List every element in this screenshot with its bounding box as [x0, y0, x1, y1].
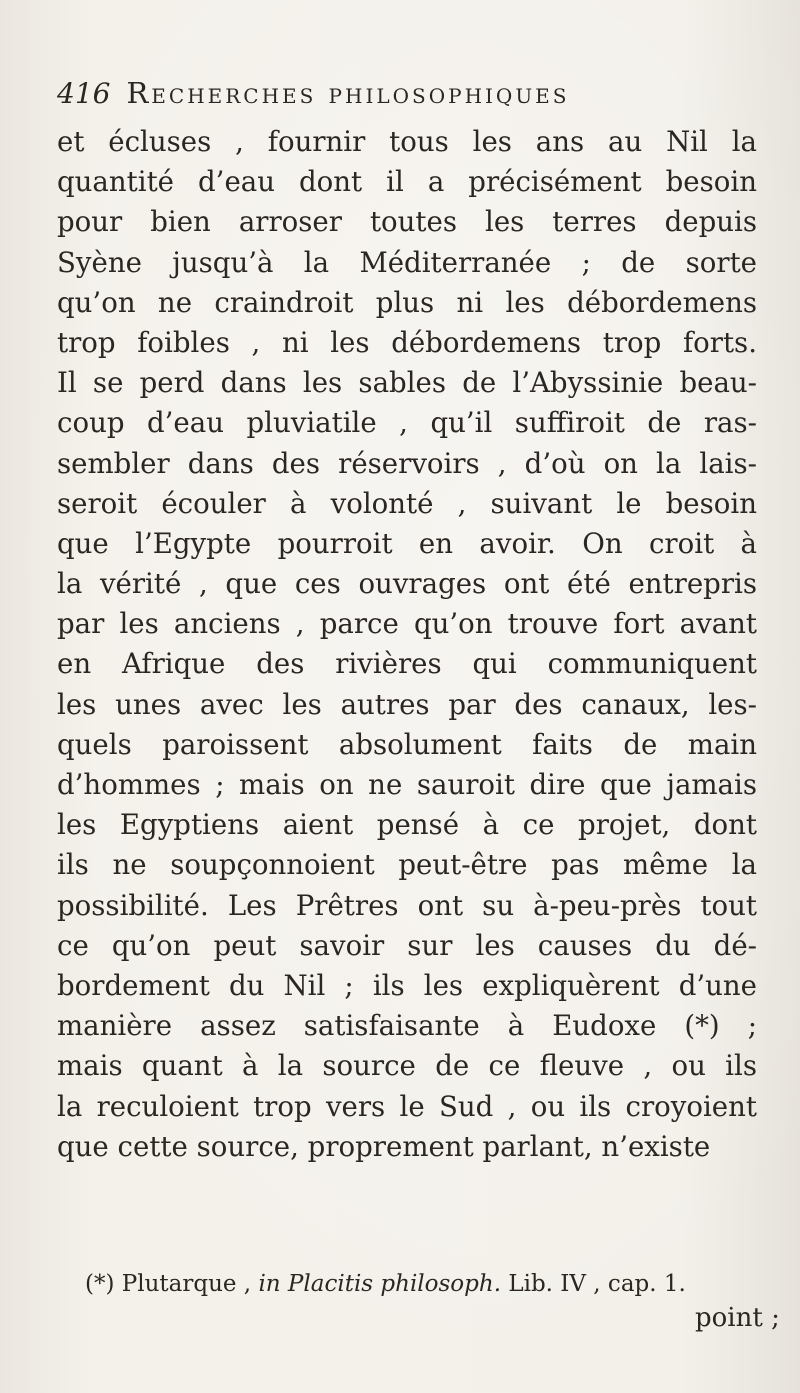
text-line: que cette source, proprement parlant, n’existe: [57, 1129, 711, 1163]
text-line: ils ne soupçonnoient peut-être pas même la: [57, 848, 757, 882]
text-line: manière assez satisfaisante à Eudoxe (*) ;: [57, 1009, 757, 1043]
footnote-reference: Lib. IV , cap. 1.: [508, 1271, 686, 1297]
text-line: bordement du Nil ; ils les expliquèrent d’une: [57, 968, 757, 1002]
text-line: Il se perd dans les sables de l’Abyssinie beau-: [57, 366, 757, 400]
footnote-marker: (*) Plutarque ,: [85, 1271, 252, 1297]
text-line: Syène jusqu’à la Méditerranée ; de sorte: [57, 245, 757, 279]
footnote: [85, 1268, 765, 1300]
text-line: d’hommes ; mais on ne sauroit dire que jamais: [57, 768, 757, 801]
text-line: les unes avec les autres par des canaux, les-: [57, 687, 757, 721]
text-line: coup d’eau pluviatile , qu’il suffiroit de ras-: [57, 406, 757, 440]
footnote-title: in Placitis philosoph.: [258, 1271, 502, 1297]
text-line: la vérité , que ces ouvrages ont été entrepris: [57, 567, 757, 601]
text-line: la reculoient trop vers le Sud , ou ils croyoient: [57, 1089, 757, 1123]
text-line: ce qu’on peut savoir sur les causes du dé-: [57, 928, 757, 962]
body-text: [57, 122, 757, 1167]
text-line: mais quant à la source de ce fleuve , ou ils: [57, 1049, 757, 1083]
text-line: les Egyptiens aient pensé à ce projet, dont: [57, 808, 757, 842]
text-line: quantité d’eau dont il a précisément besoin: [57, 165, 757, 199]
text-line: sembler dans des réservoirs , d’où on la lais-: [57, 446, 757, 480]
text-line: quels paroissent absolument faits de main: [57, 727, 757, 761]
text-line: possibilité. Les Prêtres ont su à-peu-près tout: [57, 888, 757, 922]
text-line: par les anciens , parce qu’on trouve fort avant: [57, 607, 757, 641]
text-line: que l’Egypte pourroit en avoir. On croit à: [57, 526, 757, 560]
text-line: seroit écouler à volonté , suivant le besoin: [57, 486, 757, 520]
running-head: Recherches philosophiques: [126, 76, 570, 110]
text-line: qu’on ne craindroit plus ni les débordemens: [57, 285, 757, 319]
page-header: [57, 76, 757, 116]
page-number: 416: [57, 77, 111, 110]
text-line: en Afrique des rivières qui communiquent: [57, 647, 757, 681]
catchword: point ;: [695, 1303, 780, 1333]
text-line: et écluses , fournir tous les ans au Nil la: [57, 125, 757, 158]
text-line: trop foibles , ni les débordemens trop forts.: [57, 325, 757, 359]
text-line: pour bien arroser toutes les terres depuis: [57, 205, 757, 239]
